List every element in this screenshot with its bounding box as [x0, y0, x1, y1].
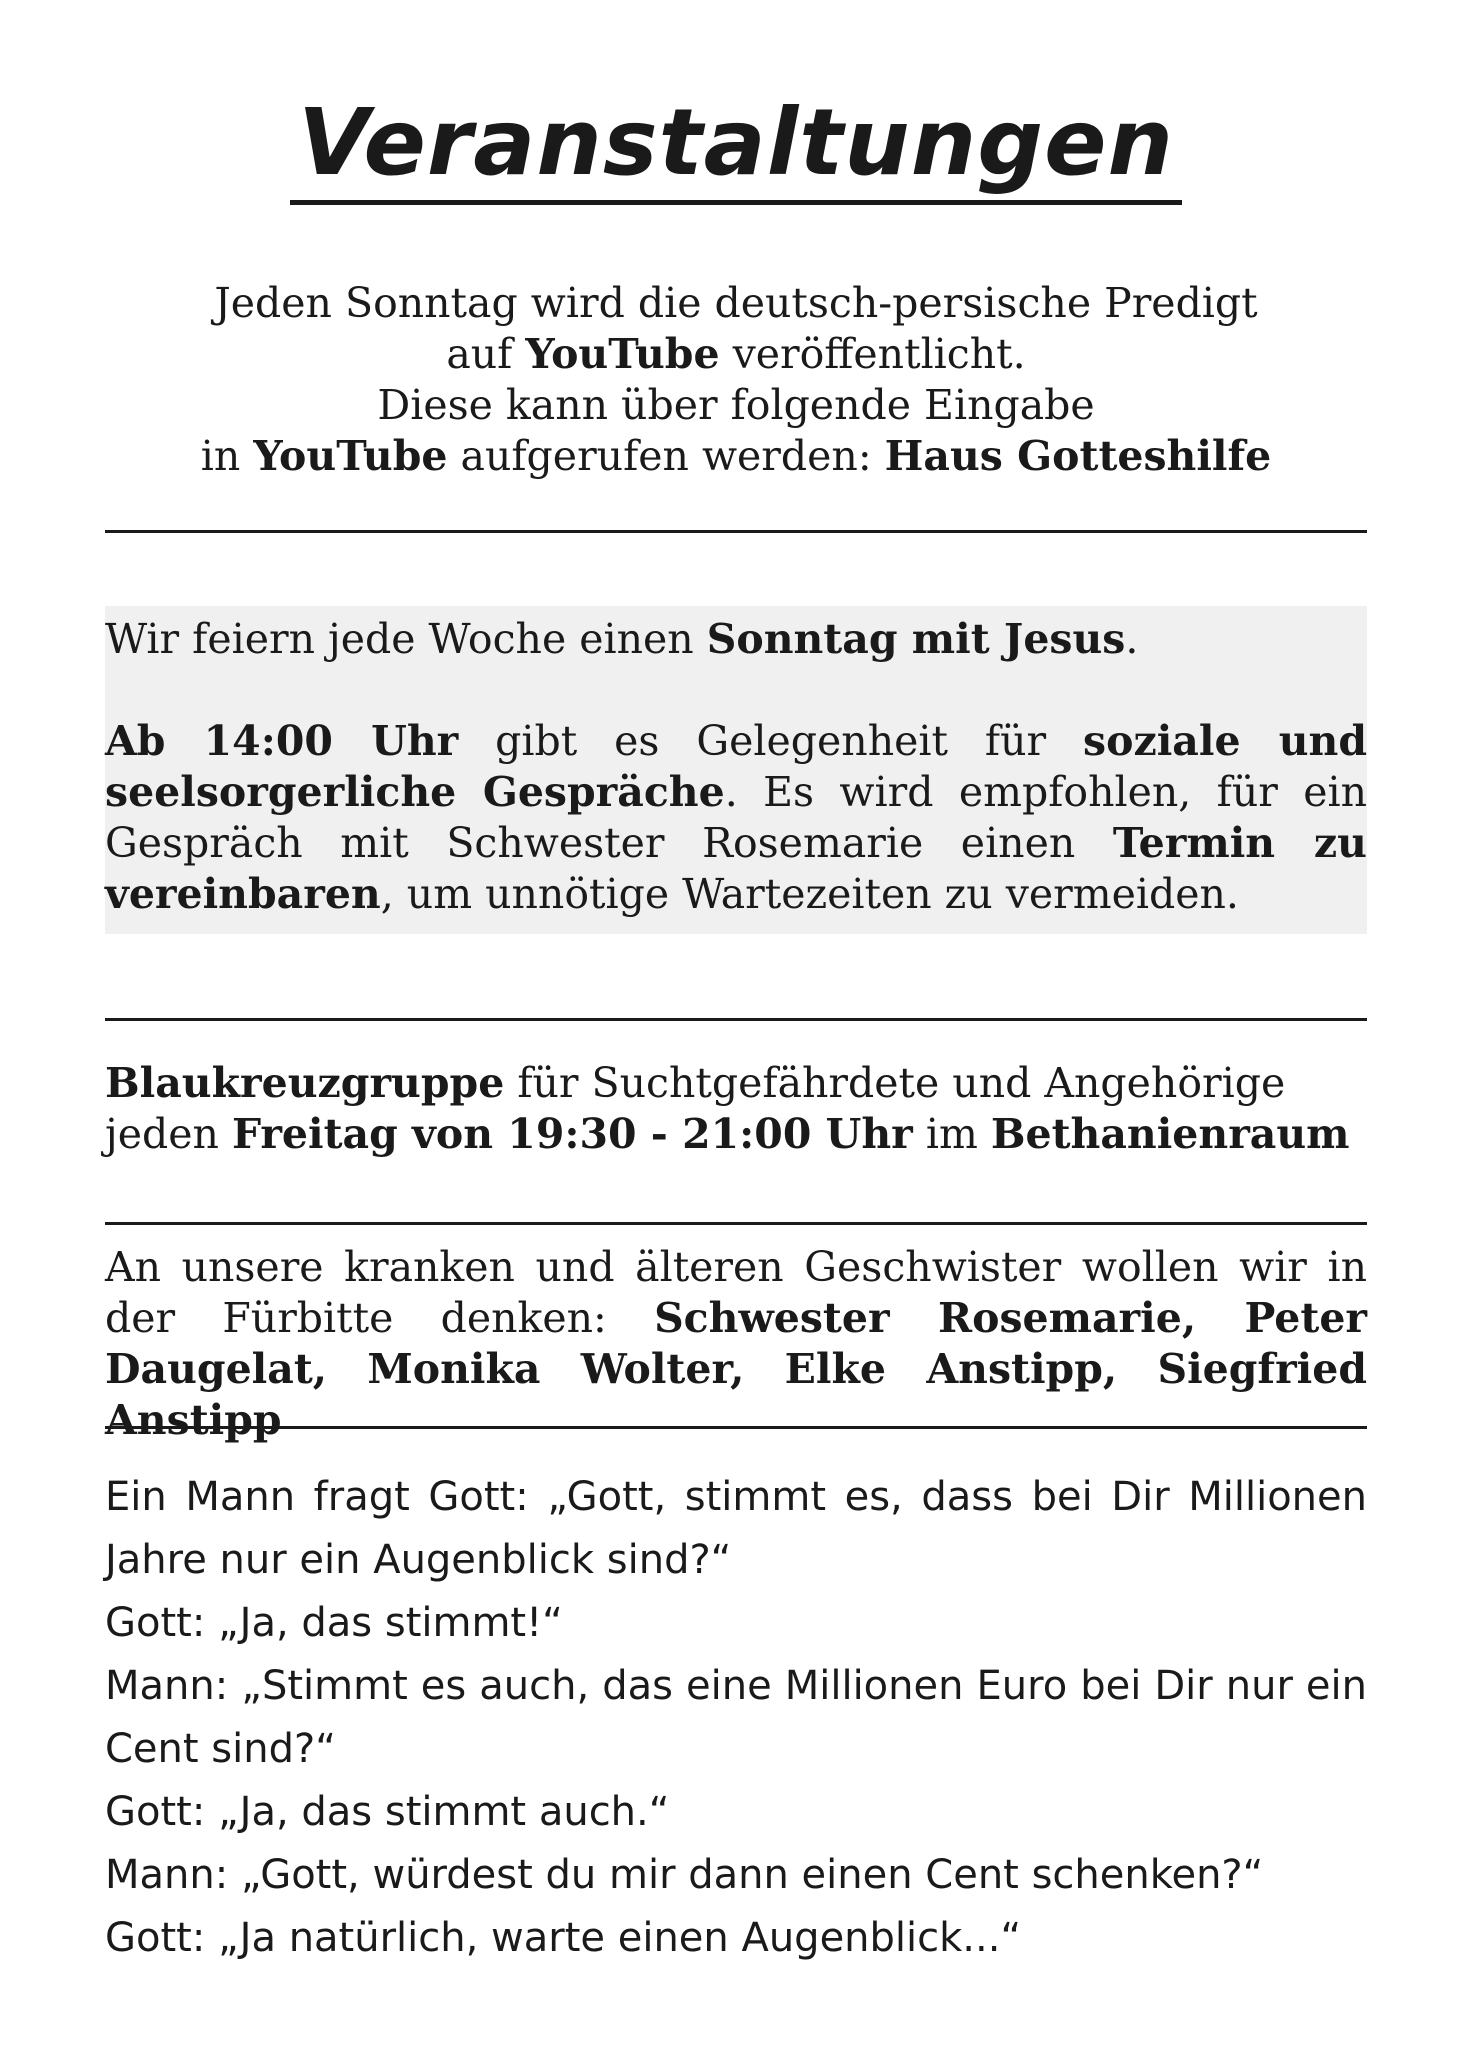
joke-line-5: Mann: „Gott, würdest du mir dann einen Cent schenken?“ — [105, 1852, 1264, 1898]
intro-text: in — [200, 432, 254, 480]
blaukreuz-bold: Blaukreuzgruppe — [105, 1059, 505, 1107]
divider-2 — [105, 1018, 1367, 1021]
youtube-bold: YouTube — [525, 330, 720, 378]
intro-line-3: Diese kann über folgende Eingabe — [377, 381, 1095, 429]
prayer-text: An unsere kranken und älteren Geschwister wollen wir in der Fürbitte denken: — [105, 1243, 1367, 1342]
intro-text: aufgerufen werden: — [447, 432, 885, 480]
counseling-text: gibt es Gelegenheit für — [458, 717, 1084, 765]
joke-line-1: Ein Mann fragt Gott: „Gott, stimmt es, dass bei Dir Millionen Jahre nur ein Augenblick sind?“ — [105, 1474, 1367, 1583]
sunday-text: . — [1125, 615, 1139, 663]
title-wrapper — [105, 88, 1367, 205]
sunday-text: Wir feiern jede Woche einen — [105, 615, 707, 663]
counseling-text: . Es wird empfohlen, für ein Gespräch mit Schwester Rosemarie einen — [105, 768, 1367, 867]
intro-line-1: Jeden Sonntag wird die deutsch-persische Predigt — [214, 279, 1258, 327]
prayer-names-bold: Schwester Rosemarie, Peter Daugelat, Monika Wolter, Elke Anstipp, Siegfried Anstipp — [105, 1294, 1368, 1444]
divider-1 — [105, 530, 1367, 533]
blaukreuz-text: für Suchtgefährdete und Angehörige — [504, 1059, 1286, 1107]
spacer — [105, 665, 1367, 716]
friday-time-bold: Freitag von 19:30 - 21:00 Uhr — [231, 1110, 913, 1158]
intro-line-4 — [105, 431, 1367, 482]
appointment-bold: Termin zu vereinbaren — [105, 819, 1367, 918]
room-bold: Bethanienraum — [990, 1110, 1350, 1158]
blaukreuz-line-2 — [105, 1109, 1367, 1160]
intro-text: auf — [446, 330, 526, 378]
counseling-bold: soziale und seelsorgerliche Gespräche — [105, 717, 1367, 816]
joke-line-2: Gott: „Ja, das stimmt!“ — [105, 1600, 563, 1646]
joke-line-4: Gott: „Ja, das stimmt auch.“ — [105, 1789, 670, 1835]
sunday-section — [105, 606, 1367, 934]
counseling-paragraph — [105, 716, 1367, 920]
sunday-line — [105, 614, 1367, 665]
time-bold: Ab 14:00 Uhr — [105, 717, 459, 765]
joke-line-3: Mann: „Stimmt es auch, das eine Millionen Euro bei Dir nur ein Cent sind?“ — [105, 1663, 1367, 1772]
prayer-section — [105, 1242, 1367, 1446]
blaukreuz-section — [105, 1058, 1367, 1160]
blaukreuz-text: im — [912, 1110, 991, 1158]
page-title: Veranstaltungen — [290, 88, 1182, 205]
blaukreuz-line-1 — [105, 1058, 1367, 1109]
intro-line-2 — [105, 329, 1367, 380]
blaukreuz-text: jeden — [105, 1110, 232, 1158]
youtube-bold: YouTube — [253, 432, 448, 480]
joke-section — [105, 1466, 1367, 1970]
divider-4 — [105, 1426, 1367, 1429]
youtube-intro — [105, 278, 1367, 482]
sunday-bold: Sonntag mit Jesus — [706, 615, 1126, 663]
counseling-text: , um unnötige Wartezeiten zu vermeiden. — [380, 870, 1239, 918]
intro-text: veröffentlicht. — [719, 330, 1026, 378]
search-term-bold: Haus Gotteshilfe — [884, 432, 1272, 480]
joke-line-6: Gott: „Ja natürlich, warte einen Augenblick...“ — [105, 1915, 1022, 1961]
divider-3 — [105, 1222, 1367, 1225]
